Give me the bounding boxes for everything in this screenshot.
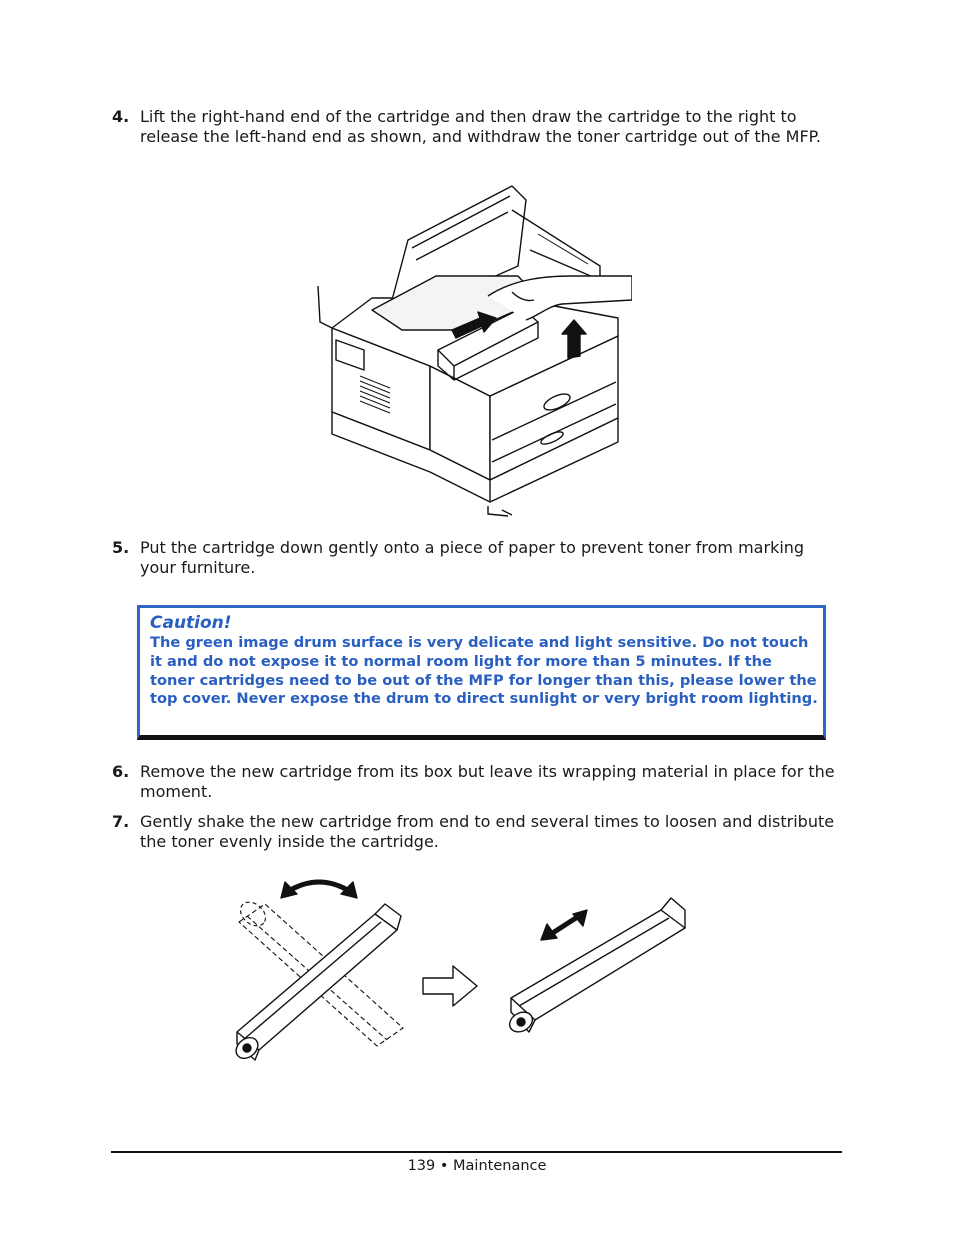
section-name: Maintenance [453, 1158, 547, 1174]
caution-box [137, 605, 826, 740]
shake-cartridge-illustration [225, 868, 695, 1073]
step-5 [112, 538, 842, 578]
step-text: Put the cartridge down gently onto a piece of paper to prevent toner from marking your furniture. [140, 538, 805, 577]
step-4 [112, 107, 842, 147]
step-text: Remove the new cartridge from its box but leave its wrapping material in place for the moment. [140, 762, 835, 801]
step-number: 4. [112, 107, 130, 126]
page-number: 139 [407, 1158, 436, 1174]
step-number: 7. [112, 812, 130, 831]
mfp-cartridge-removal-illustration [312, 180, 632, 520]
footer-rule [111, 1151, 842, 1153]
footer-separator: • [439, 1158, 449, 1174]
caution-body: The green image drum surface is very delicate and light sensitive. Do not touch it and do not expose it to normal room light for more than 5 minutes. If the toner cartridges need to be out of the MFP for longer than this, please lower the top cover. Never expose the drum to direct sunlight or very bright room lighting. [150, 634, 818, 708]
step-6 [112, 762, 842, 802]
step-7 [112, 812, 842, 852]
page-footer [0, 1157, 954, 1175]
caution-title: Caution! [150, 613, 232, 633]
step-text: Gently shake the new cartridge from end to end several times to loosen and distribute the toner evenly inside the cartridge. [140, 812, 835, 851]
step-number: 5. [112, 538, 130, 557]
step-number: 6. [112, 762, 130, 781]
step-text: Lift the right-hand end of the cartridge and then draw the cartridge to the right to release the left-hand end as shown, and withdraw the toner cartridge out of the MFP. [140, 107, 821, 146]
